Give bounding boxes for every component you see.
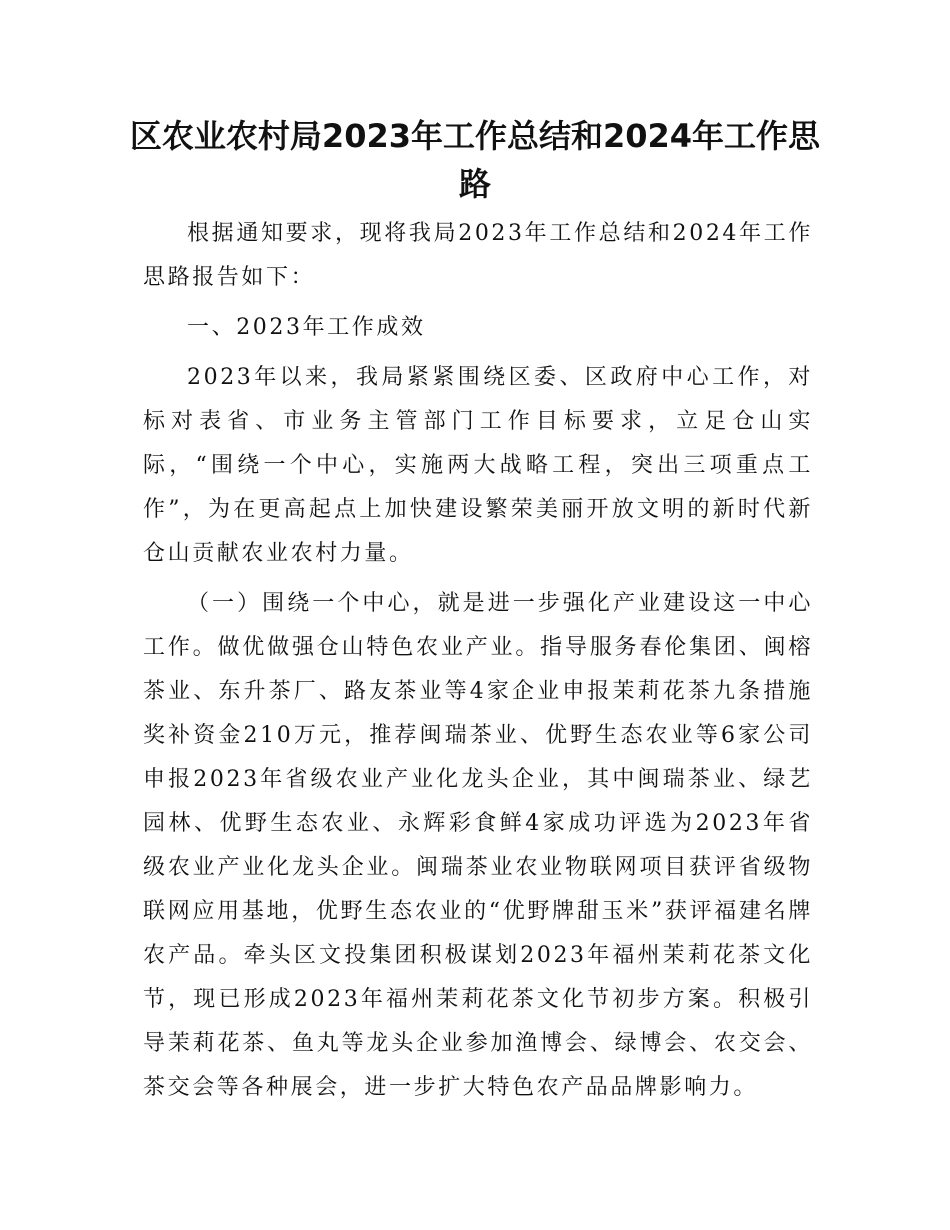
summary-paragraph: 2023年以来，我局紧紧围绕区委、区政府中心工作，对标对表省、市业务主管部门工作目标要求，立足仓山实际，“围绕一个中心，实施两大战略工程，突出三项重点工作”，为在更高起点上加快建设繁荣美丽开放文明的新时代新仓山贡献农业农村力量。 bbox=[143, 365, 813, 566]
intro-paragraph: 根据通知要求，现将我局2023年工作总结和2024年工作思路报告如下： bbox=[143, 221, 813, 290]
document-body bbox=[143, 212, 813, 1110]
document-title: 区农业农村局2023年工作总结和2024年工作思路 bbox=[129, 117, 821, 203]
industry-paragraph: （一）围绕一个中心，就是进一步强化产业建设这一中心工作。做优做强仓山特色农业产业。指导服务春伦集团、闽榕茶业、东升茶厂、路友茶业等4家企业申报茉莉花茶九条措施奖补资金210万元，推荐闽瑞茶业、优野生态农业等6家公司申报2023年省级农业产业化龙头企业，其中闽瑞茶业、绿艺园林、优野生态农业、永辉彩食鲜4家成功评选为2023年省级农业产业化龙头企业。闽瑞茶业农业物联网项目获评省级物联网应用基地，优野生态农业的“优野牌甜玉米”获评福建名牌农产品。牵头区文投集团积极谋划2023年福州茉莉花茶文化节，现已形成2023年福州茉莉花茶文化节初步方案。积极引导茉莉花茶、鱼丸等龙头企业参加渔博会、绿博会、农交会、茶交会等各种展会，进一步扩大特色农产品品牌影响力。 bbox=[143, 591, 813, 1100]
section-heading: 一、2023年工作成效 bbox=[187, 315, 426, 340]
